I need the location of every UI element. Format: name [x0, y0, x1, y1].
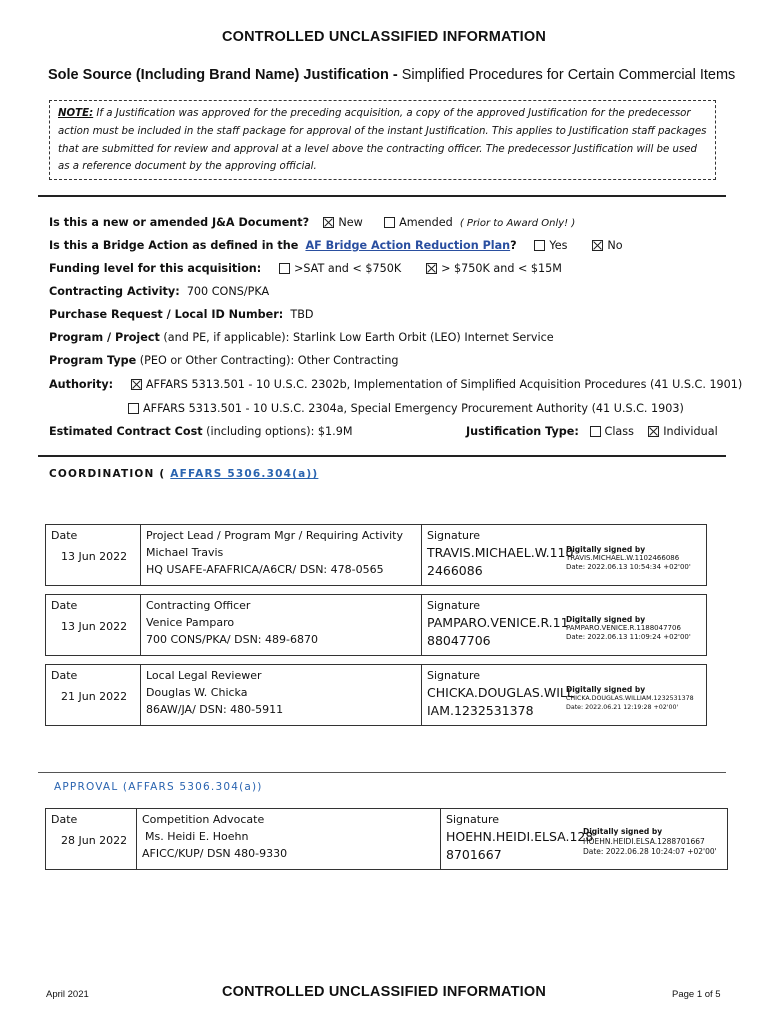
divider	[38, 455, 726, 457]
dig-date: Date: 2022.06.13 10:54:34 +02'00'	[566, 563, 691, 571]
note-text: If a Justification was approved for the preceding acquisition, a copy of the approved Justification for the predecessor action must be included in the staff package for approval of the instant Justification. This applies to Justification staff packages that are submitted for review and approval at a level above the contracting officer. The predecessor Justification will be used as a reference document by the approving official.	[58, 108, 707, 173]
authority-label: Authority:	[49, 378, 114, 391]
note-box	[49, 100, 716, 180]
ja-new-checkbox[interactable]	[323, 217, 334, 228]
bridge-no-checkbox[interactable]	[592, 240, 603, 251]
dig-name: TRAVIS.MICHAEL.W.1102466086	[566, 554, 680, 562]
bridge-question: Is this a Bridge Action as defined in the	[49, 239, 299, 252]
program-row	[49, 331, 554, 344]
digital-signature-stamp	[583, 827, 717, 857]
jt-individual-label: Individual	[663, 425, 718, 438]
dig-date: Date: 2022.06.21 12:19:28 +02'00'	[566, 704, 679, 711]
jt-label: Justification Type:	[466, 425, 579, 438]
ja-amended-note: ( Prior to Award Only! )	[459, 218, 576, 229]
title-bold: Sole Source (Including Brand Name) Justification -	[48, 67, 398, 83]
dig-date: Date: 2022.06.13 11:09:24 +02'00'	[566, 633, 691, 641]
signer-org: 700 CONS/PKA/ DSN: 489-6870	[146, 633, 318, 646]
sig-line-2: 8701667	[446, 847, 502, 862]
signature-cell[interactable]	[441, 809, 728, 870]
role-cell	[141, 525, 422, 586]
date-cell	[46, 525, 141, 586]
dig-head: Digitally signed by	[566, 615, 646, 624]
sig-line-2: 2466086	[427, 563, 483, 578]
signer-name: Ms. Heidi E. Hoehn	[145, 830, 249, 843]
coordination-heading: COORDINATION ( AFFARS 5306.304(a))	[49, 468, 319, 480]
sig-line-2: IAM.1232531378	[427, 703, 534, 718]
role: Project Lead / Program Mgr / Requiring Activity	[146, 529, 403, 542]
funding-opt2-checkbox[interactable]	[426, 263, 437, 274]
contracting-label: Contracting Activity:	[49, 285, 180, 298]
cui-footer: CONTROLLED UNCLASSIFIED INFORMATION	[221, 984, 547, 1000]
program-value: Starlink Low Earth Orbit (LEO) Internet Service	[289, 331, 554, 344]
bridge-yes-checkbox[interactable]	[534, 240, 545, 251]
page-number: Page 1 of 5	[672, 989, 721, 1000]
jt-individual-checkbox[interactable]	[648, 426, 659, 437]
bridge-qm: ?	[510, 239, 517, 252]
date-label: Date	[51, 529, 78, 542]
bridge-plan-link[interactable]: AF Bridge Action Reduction Plan	[305, 239, 511, 252]
signature-label: Signature	[427, 599, 481, 612]
divider	[38, 195, 726, 197]
approval-table	[45, 808, 728, 870]
ja-amended-checkbox[interactable]	[384, 217, 395, 228]
signer-org: 86AW/JA/ DSN: 480-5911	[146, 703, 284, 716]
digital-signature-stamp	[566, 685, 694, 712]
pr-row	[49, 308, 314, 321]
program-label: Program / Project	[49, 331, 160, 344]
dig-date: Date: 2022.06.28 10:24:07 +02'00'	[583, 847, 717, 856]
role: Competition Advocate	[142, 813, 265, 826]
role-cell	[141, 595, 422, 656]
ptype-label: Program Type	[49, 354, 137, 367]
approval-heading: APPROVAL (AFFARS 5306.304(a))	[54, 781, 263, 793]
ja-row	[49, 216, 575, 229]
signature-cell[interactable]	[422, 595, 707, 656]
contracting-value: 700 CONS/PKA	[186, 285, 270, 298]
program-paren: (and PE, if applicable):	[159, 331, 290, 344]
bridge-row	[49, 239, 623, 252]
date-value: 28 Jun 2022	[61, 834, 128, 847]
jt-row	[466, 425, 718, 438]
date-value: 13 Jun 2022	[61, 550, 128, 563]
cui-header: CONTROLLED UNCLASSIFIED INFORMATION	[221, 29, 547, 45]
funding-opt1-label: >SAT and < $750K	[294, 262, 402, 275]
authority-row-2	[128, 402, 684, 415]
document-title	[48, 67, 735, 83]
ja-new-label: New	[338, 216, 363, 229]
jt-class-label: Class	[604, 425, 634, 438]
contracting-row	[49, 285, 269, 298]
signer-org: HQ USAFE-AFAFRICA/A6CR/ DSN: 478-0565	[146, 563, 384, 576]
authority-1-text: AFFARS 5313.501 - 10 U.S.C. 2302b, Implementation of Simplified Acquisition Procedures (41 U.S.C. 1901)	[145, 378, 743, 391]
dig-head: Digitally signed by	[566, 685, 646, 694]
signer-table-3	[45, 664, 707, 726]
date-label: Date	[51, 813, 78, 826]
authority-2-text: AFFARS 5313.501 - 10 U.S.C. 2304a, Special Emergency Procurement Authority (41 U.S.C. 1903)	[143, 402, 684, 415]
title-rest: Simplified Procedures for Certain Commercial Items	[397, 67, 736, 83]
signer-name: Venice Pamparo	[146, 616, 235, 629]
dig-name: PAMPARO.VENICE.R.1188047706	[566, 624, 681, 632]
coordination-ref-link[interactable]: AFFARS 5306.304(a))	[170, 468, 319, 480]
authority-2-checkbox[interactable]	[128, 403, 139, 414]
cost-row	[49, 425, 353, 438]
sig-line-2: 88047706	[427, 633, 491, 648]
signer-name: Douglas W. Chicka	[146, 686, 248, 699]
dig-head: Digitally signed by	[583, 827, 663, 836]
role-cell	[137, 809, 441, 870]
coordination-title: COORDINATION	[49, 468, 155, 480]
ptype-paren: (PEO or Other Contracting):	[136, 354, 295, 367]
date-cell	[46, 595, 141, 656]
note-label: NOTE:	[58, 108, 94, 119]
role-cell	[141, 665, 422, 726]
date-value: 21 Jun 2022	[61, 690, 128, 703]
divider	[38, 772, 726, 773]
dig-head: Digitally signed by	[566, 545, 646, 554]
cost-paren: (including options):	[202, 425, 315, 438]
authority-row	[49, 378, 742, 391]
dig-name: CHICKA.DOUGLAS.WILLIAM.1232531378	[566, 695, 694, 702]
digital-signature-stamp	[566, 545, 691, 572]
signer-name: Michael Travis	[146, 546, 224, 559]
date-cell	[46, 665, 141, 726]
funding-row	[49, 262, 562, 275]
ptype-value: Other Contracting	[294, 354, 399, 367]
funding-opt2-label: > $750K and < $15M	[441, 262, 562, 275]
sig-line-1: CHICKA.DOUGLAS.WILL	[427, 685, 574, 700]
signature-label: Signature	[427, 669, 481, 682]
cost-label: Estimated Contract Cost	[49, 425, 203, 438]
cost-value: $1.9M	[314, 425, 353, 438]
ja-question: Is this a new or amended J&A Document?	[49, 216, 310, 229]
bridge-yes-label: Yes	[549, 239, 568, 252]
pr-label: Purchase Request / Local ID Number:	[49, 308, 284, 321]
footer-date: April 2021	[46, 989, 89, 1000]
bridge-no-label: No	[607, 239, 623, 252]
role: Contracting Officer	[146, 599, 251, 612]
date-label: Date	[51, 599, 78, 612]
dig-name: HOEHN.HEIDI.ELSA.1288701667	[583, 837, 705, 846]
digital-signature-stamp	[566, 615, 691, 642]
signature-label: Signature	[427, 529, 481, 542]
signature-cell[interactable]	[422, 525, 707, 586]
date-label: Date	[51, 669, 78, 682]
ptype-row	[49, 354, 399, 367]
date-cell	[46, 809, 137, 870]
funding-question: Funding level for this acquisition:	[49, 262, 262, 275]
ja-amended-label: Amended	[399, 216, 453, 229]
sig-line-1: HOEHN.HEIDI.ELSA.128	[446, 829, 594, 844]
role: Local Legal Reviewer	[146, 669, 262, 682]
pr-value: TBD	[290, 308, 314, 321]
signature-label: Signature	[446, 813, 500, 826]
signer-org: AFICC/KUP/ DSN 480-9330	[142, 847, 288, 860]
funding-opt1-checkbox[interactable]	[279, 263, 290, 274]
sig-line-1: TRAVIS.MICHAEL.W.110	[427, 545, 574, 560]
jt-class-checkbox[interactable]	[590, 426, 601, 437]
date-value: 13 Jun 2022	[61, 620, 128, 633]
sig-line-1: PAMPARO.VENICE.R.11	[427, 615, 569, 630]
authority-1-checkbox[interactable]	[131, 379, 142, 390]
signer-table-2	[45, 594, 707, 656]
signature-cell[interactable]	[422, 665, 707, 726]
signer-table-1	[45, 524, 707, 586]
